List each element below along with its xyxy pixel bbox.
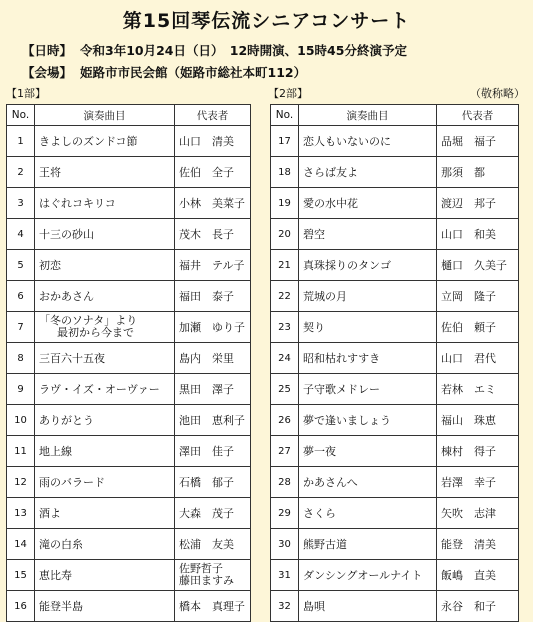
representative-name: 山口 清美	[175, 126, 251, 157]
representative-name: 大森 茂子	[175, 498, 251, 529]
table-row	[271, 343, 519, 374]
representative-name: 立岡 隆子	[437, 281, 519, 312]
table-header-row	[7, 105, 251, 126]
row-number: 12	[7, 467, 35, 498]
row-number: 4	[7, 219, 35, 250]
song-title: 恵比寿	[35, 560, 175, 591]
table-row	[7, 405, 251, 436]
representative-name: 佐伯 頼子	[437, 312, 519, 343]
row-number: 21	[271, 250, 299, 281]
row-number: 9	[7, 374, 35, 405]
table-row	[271, 219, 519, 250]
song-title: 王将	[35, 157, 175, 188]
table-row	[7, 219, 251, 250]
song-title: 昭和枯れすすき	[299, 343, 437, 374]
representative-name: 松浦 友美	[175, 529, 251, 560]
date-value: 令和3年10月24日（日） 12時開演、15時45分終演予定	[80, 43, 407, 58]
song-title: 夢で逢いましょう	[299, 405, 437, 436]
row-number: 18	[271, 157, 299, 188]
song-title: 真珠採りのタンゴ	[299, 250, 437, 281]
representative-line2: 藤田ますみ	[179, 574, 234, 587]
table-row	[271, 498, 519, 529]
representative-name: 棟村 得子	[437, 436, 519, 467]
table-row	[271, 188, 519, 219]
song-title: はぐれコキリコ	[35, 188, 175, 219]
venue-value: 姫路市市民会館（姫路市総社本町112）	[80, 65, 307, 80]
representative-name: 橋本 真理子	[175, 591, 251, 622]
table-row	[7, 343, 251, 374]
song-title	[35, 312, 175, 343]
song-title: 滝の白糸	[35, 529, 175, 560]
representative-name: 山口 君代	[437, 343, 519, 374]
song-title-line1: 「冬のソナタ」より	[39, 314, 138, 327]
representative-name	[175, 560, 251, 591]
row-number: 25	[271, 374, 299, 405]
table-row	[7, 250, 251, 281]
song-title: ありがとう	[35, 405, 175, 436]
representative-name: 島内 栄里	[175, 343, 251, 374]
song-title: さらば友よ	[299, 157, 437, 188]
row-number: 30	[271, 529, 299, 560]
part2-label: 【2部】	[268, 87, 308, 100]
representative-name: 那須 都	[437, 157, 519, 188]
song-title: 酒よ	[35, 498, 175, 529]
representative-name: 若林 エミ	[437, 374, 519, 405]
song-title: 熊野古道	[299, 529, 437, 560]
representative-name: 澤田 佳子	[175, 436, 251, 467]
row-number: 6	[7, 281, 35, 312]
song-title: 初恋	[35, 250, 175, 281]
row-number: 8	[7, 343, 35, 374]
representative-name: 渡辺 邦子	[437, 188, 519, 219]
representative-name: 岩澤 幸子	[437, 467, 519, 498]
representative-name: 矢吹 志津	[437, 498, 519, 529]
table-row	[271, 157, 519, 188]
table-row	[271, 126, 519, 157]
header-song: 演奏曲目	[299, 105, 437, 126]
table-row	[7, 560, 251, 591]
table-row	[271, 405, 519, 436]
song-title: ダンシングオールナイト	[299, 560, 437, 591]
table-row	[7, 529, 251, 560]
representative-name: 茂木 長子	[175, 219, 251, 250]
row-number: 2	[7, 157, 35, 188]
row-number: 20	[271, 219, 299, 250]
row-number: 13	[7, 498, 35, 529]
date-label: 【日時】	[22, 43, 73, 58]
representative-name: 福田 泰子	[175, 281, 251, 312]
representative-name: 福山 珠恵	[437, 405, 519, 436]
header-song: 演奏曲目	[35, 105, 175, 126]
table-row	[7, 126, 251, 157]
table-row	[271, 436, 519, 467]
representative-name: 小林 美菜子	[175, 188, 251, 219]
representative-name: 池田 恵利子	[175, 405, 251, 436]
song-title: 三百六十五夜	[35, 343, 175, 374]
table-row	[7, 188, 251, 219]
representative-name: 佐伯 全子	[175, 157, 251, 188]
table-row	[271, 250, 519, 281]
representative-name: 飯嶋 直美	[437, 560, 519, 591]
table-row	[271, 374, 519, 405]
row-number: 17	[271, 126, 299, 157]
row-number: 31	[271, 560, 299, 591]
row-number: 15	[7, 560, 35, 591]
table-row	[271, 467, 519, 498]
header-no: No.	[271, 105, 299, 126]
part2-table	[270, 104, 519, 622]
honorific-note: （敬称略）	[470, 87, 525, 100]
song-title: 恋人もいないのに	[299, 126, 437, 157]
table-row	[7, 467, 251, 498]
table-row	[7, 374, 251, 405]
table-row	[7, 312, 251, 343]
row-number: 11	[7, 436, 35, 467]
row-number: 1	[7, 126, 35, 157]
song-title: 雨のバラード	[35, 467, 175, 498]
table-header-row	[271, 105, 519, 126]
header-representative: 代表者	[175, 105, 251, 126]
representative-name: 石橋 郁子	[175, 467, 251, 498]
representative-name: 永谷 和子	[437, 591, 519, 622]
table-row	[7, 157, 251, 188]
row-number: 29	[271, 498, 299, 529]
song-title: 愛の水中花	[299, 188, 437, 219]
song-title: 夢一夜	[299, 436, 437, 467]
row-number: 26	[271, 405, 299, 436]
representative-line1: 佐野哲子	[179, 562, 223, 575]
song-title: さくら	[299, 498, 437, 529]
header-representative: 代表者	[437, 105, 519, 126]
table-row	[271, 560, 519, 591]
row-number: 19	[271, 188, 299, 219]
table-row	[7, 436, 251, 467]
table-row	[271, 529, 519, 560]
song-title: ラヴ・イズ・オーヴァー	[35, 374, 175, 405]
row-number: 14	[7, 529, 35, 560]
representative-name: 加瀬 ゆり子	[175, 312, 251, 343]
part1-label: 【1部】	[6, 87, 46, 100]
song-title: 子守歌メドレー	[299, 374, 437, 405]
song-title: 能登半島	[35, 591, 175, 622]
representative-name: 黒田 澤子	[175, 374, 251, 405]
table-row	[271, 281, 519, 312]
song-title: きよしのズンドコ節	[35, 126, 175, 157]
representative-name: 山口 和美	[437, 219, 519, 250]
row-number: 22	[271, 281, 299, 312]
page-title: 第15回琴伝流シニアコンサート	[122, 10, 411, 32]
table-row	[7, 281, 251, 312]
row-number: 24	[271, 343, 299, 374]
row-number: 32	[271, 591, 299, 622]
song-title: かあさんへ	[299, 467, 437, 498]
table-row	[271, 312, 519, 343]
representative-name: 能登 清美	[437, 529, 519, 560]
row-number: 10	[7, 405, 35, 436]
song-title: 地上線	[35, 436, 175, 467]
header-no: No.	[7, 105, 35, 126]
representative-name: 品堀 福子	[437, 126, 519, 157]
row-number: 28	[271, 467, 299, 498]
table-row	[7, 498, 251, 529]
song-title: 島唄	[299, 591, 437, 622]
row-number: 16	[7, 591, 35, 622]
song-title: 十三の砂山	[35, 219, 175, 250]
event-venue	[22, 63, 306, 81]
representative-name: 樋口 久美子	[437, 250, 519, 281]
event-date	[22, 41, 407, 59]
row-number: 5	[7, 250, 35, 281]
row-number: 23	[271, 312, 299, 343]
part1-table	[6, 104, 251, 622]
song-title: おかあさん	[35, 281, 175, 312]
table-row	[7, 591, 251, 622]
song-title: 契り	[299, 312, 437, 343]
table-row	[271, 591, 519, 622]
row-number: 27	[271, 436, 299, 467]
song-title: 荒城の月	[299, 281, 437, 312]
song-title-line2: 最初から今まで	[57, 326, 134, 339]
row-number: 7	[7, 312, 35, 343]
venue-label: 【会場】	[22, 65, 73, 80]
row-number: 3	[7, 188, 35, 219]
song-title: 碧空	[299, 219, 437, 250]
representative-name: 福井 テル子	[175, 250, 251, 281]
